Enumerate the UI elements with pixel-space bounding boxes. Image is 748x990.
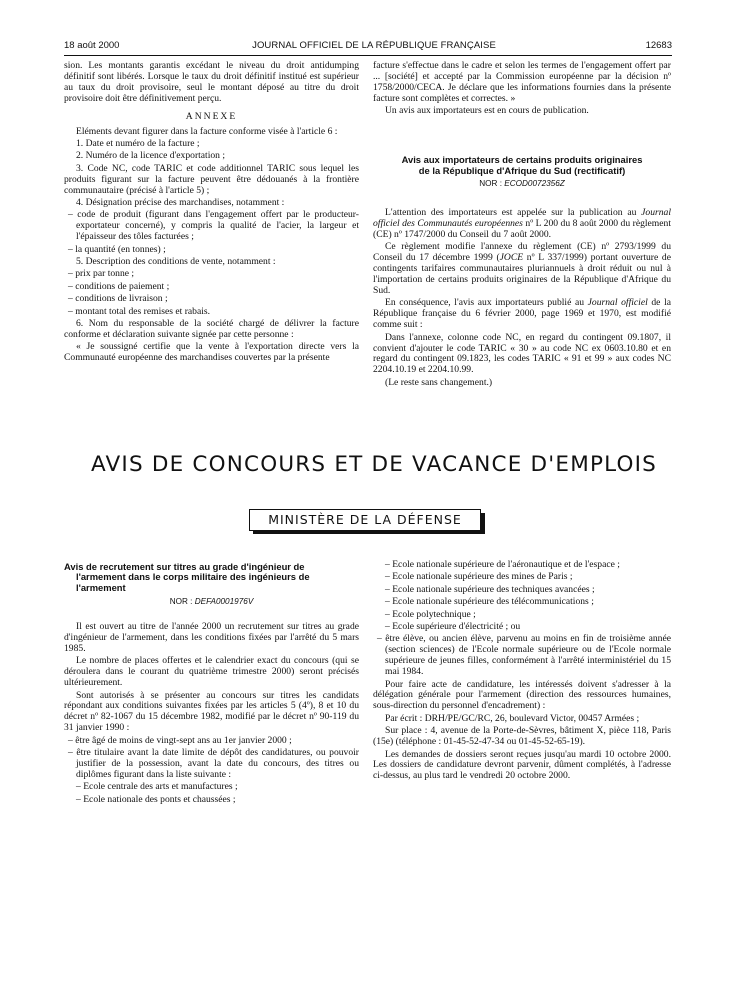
notice-nor xyxy=(373,179,671,190)
section-title: AVIS DE CONCOURS ET DE VACANCE D'EMPLOIS xyxy=(90,452,658,477)
school-4: – Ecole nationale supérieure des mines de Paris ; xyxy=(385,571,573,583)
annexe-item-3: 3. Code NC, code TARIC et code additionnel TARIC sous lequel les produits figurant sur la facture peuvent être dédouanés à la frontière communautaire (précisé à l'article 5) ; xyxy=(64,162,359,196)
annexe-item-5b: – conditions de paiement ; xyxy=(68,280,170,292)
publication-note: Un avis aux importateurs est en cours de publication. xyxy=(385,105,589,117)
header-journal-title: JOURNAL OFFICIEL DE LA RÉPUBLIQUE FRANÇAISE xyxy=(252,40,496,51)
annexe-item-6-quote: « Je soussigné certifie que la vente à l'exportation directe vers la Communauté européenne des marchandises couvertes par la présente xyxy=(64,341,359,364)
annexe-item-6: 6. Nom du responsable de la société chargé de délivrer la facture conforme et déclaration suivante signée par cette personne : xyxy=(64,318,359,340)
ministry-label: MINISTÈRE DE LA DÉFENSE xyxy=(249,509,481,531)
annexe-item-4: 4. Désignation précise des marchandises, notamment : xyxy=(76,196,285,208)
school-1: – Ecole centrale des arts et manufactures ; xyxy=(76,781,238,793)
annexe-item-4b: – la quantité (en tonnes) ; xyxy=(68,243,166,255)
column-1 xyxy=(64,61,359,366)
column-3 xyxy=(64,560,359,807)
nor-code: DEFA0001976V xyxy=(194,597,254,607)
notice-title xyxy=(373,155,671,176)
recruitment-nor xyxy=(64,597,359,608)
text-run: nº L 200 du 8 août 2000 du règlement (CE) nº 1747/2000 du Conseil du 7 août 2000. xyxy=(373,218,671,240)
school-8: – Ecole supérieure d'électricité ; ou xyxy=(385,621,521,633)
recruitment-paragraph-1: Il est ouvert au titre de l'année 2000 un recrutement sur titres au grade d'ingénieur de l'armement, dans les conditions fixées par l'arrêté du 5 mars 1985. xyxy=(64,621,359,654)
notice-title-line-2: de la République d'Afrique du Sud (rectificatif) xyxy=(418,164,626,176)
notice-title-line-1: Avis aux importateurs de certains produits originaires xyxy=(401,154,643,166)
condition-2: – être titulaire avant la date limite de dépôt des candidatures, ou pouvoir justifier de la possession, avant la date du concours, des titres ou diplômes figurant dans la liste suivante : xyxy=(68,747,359,780)
annexe-heading: ANNEXE xyxy=(185,110,238,122)
school-2: – Ecole nationale des ponts et chaussées ; xyxy=(76,793,236,805)
recruitment-title-line-2: l'armement dans le corps militaire des ingénieurs de xyxy=(76,571,310,583)
header-page-number: 12683 xyxy=(645,40,672,51)
nor-label: NOR : xyxy=(479,179,505,189)
text-run: En conséquence, l'avis aux importateurs publié au xyxy=(385,297,588,309)
recruitment-title xyxy=(64,562,359,593)
condition-1: – être âgé de moins de vingt-sept ans au 1er janvier 2000 ; xyxy=(68,734,292,746)
school-3: – Ecole nationale supérieure de l'aéronautique et de l'espace ; xyxy=(385,559,620,570)
italic-run: Journal officiel des Communautés européennes xyxy=(373,207,671,230)
text-run: L'attention des importateurs est appelée sur la publication au xyxy=(385,207,642,219)
quote-continuation: facture s'effectue dans le cadre et selon les termes de l'engagement offert par ... [société] et accepté par la Commission européenne par la décision nº 1758/2000/CECA. Je déclare que les informations fournies dans la présente facture sont complètes et correctes. » xyxy=(373,60,671,104)
italic-run: JOCE xyxy=(499,252,524,264)
column-2 xyxy=(373,61,671,390)
notice-paragraph-2 xyxy=(373,242,671,297)
notice-paragraph-4: Dans l'annexe, colonne code NC, en regard du contingent 09.1807, il convient d'ajouter le code TARIC « 30 » au code NC ex 0603.10.80 et en regard du contingent 09.1823, les codes TARIC « 91 et 99 » aux codes NC 2204.10.19 et 2204.10.99. xyxy=(373,331,671,376)
notice-paragraph-1 xyxy=(373,208,671,241)
annexe-item-5d: – montant total des remises et rabais. xyxy=(68,305,211,317)
notice-paragraph-3 xyxy=(373,298,671,331)
application-paragraph: Pour faire acte de candidature, les intéressés doivent s'adresser à la délégation générale pour l'armement (direction des ressources humaines, sous-direction du personnel d'encadrement) : xyxy=(373,678,671,712)
column-4 xyxy=(373,560,671,784)
ministry-heading xyxy=(249,509,485,534)
header-rule xyxy=(64,55,672,56)
notice-paragraph-5: (Le reste sans changement.) xyxy=(385,376,493,388)
school-6: – Ecole nationale supérieure des télécommunications ; xyxy=(385,596,594,608)
nor-label: NOR : xyxy=(169,597,195,607)
school-5: – Ecole nationale supérieure des techniques avancées ; xyxy=(385,583,595,595)
continued-paragraph: sion. Les montants garantis excédant le niveau du droit antidumping définitif sont libérés. Lorsque le taux du droit définitif institué est supérieur au taux du droit provisoire, seul le montant déposé au titre du droit provisoire doit être définitivement perçu. xyxy=(64,60,359,104)
text-run: de la République française du 6 février 2000, page 1969 et 1970, est modifié comme suit : xyxy=(373,297,671,331)
text-run: nº L 337/1999) portant ouverture de contingents tarifaires communautaires pluriannuels à droit réduit ou nul à l'importation de certains produits originaires de la République d'Afrique du Sud. xyxy=(373,252,671,296)
header-date: 18 août 2000 xyxy=(64,40,120,51)
annexe-intro: Eléments devant figurer dans la facture conforme visée à l'article 6 : xyxy=(76,125,338,137)
recruitment-paragraph-3: Sont autorisés à se présenter au concours sur titres les candidats répondant aux conditions suivantes fixées par les articles 5 (4º), 8 et 10 du décret nº 82-1067 du 15 décembre 1982, modifié par le décret nº 90-119 du 31 janvier 1990 : xyxy=(64,689,359,734)
italic-run: Journal officiel xyxy=(587,297,648,309)
annexe-item-5a: – prix par tonne ; xyxy=(68,268,135,280)
annexe-item-4a: – code de produit (figurant dans l'engagement offert par le producteur-exportateur concerné), y compris la qualité de l'acier, la largeur et l'épaisseur des tôles facturées ; xyxy=(68,209,359,243)
application-in-person: Sur place : 4, avenue de la Porte-de-Sèvres, bâtiment X, pièce 118, Paris (15e) (téléphone : 01-45-52-47-34 ou 01-45-52-65-19). xyxy=(373,725,671,748)
nor-code: ECOD0072356Z xyxy=(504,179,565,189)
annexe-item-1: 1. Date et numéro de la facture ; xyxy=(76,137,200,149)
recruitment-title-line-1: Avis de recrutement sur titres au grade d'ingénieur de xyxy=(64,561,305,572)
recruitment-title-line-3: l'armement xyxy=(76,581,126,593)
annexe-item-2: 2. Numéro de la licence d'exportation ; xyxy=(76,150,226,162)
application-by-mail: Par écrit : DRH/PE/GC/RC, 26, boulevard Victor, 00457 Armées ; xyxy=(385,712,640,724)
condition-3: – être élève, ou ancien élève, parvenu au moins en fin de troisième année (section sciences) de l'Ecole normale supérieure ou de l'Ecole normale supérieure de jeunes filles, conformément à l'arrêté interministériel du 15 mai 1984. xyxy=(377,633,671,678)
school-7: – Ecole polytechnique ; xyxy=(385,608,476,620)
annexe-item-5: 5. Description des conditions de vente, notamment : xyxy=(76,256,276,267)
text-run: Ce règlement modifie l'annexe du règlement (CE) nº 2793/1999 du Conseil du 17 décembre 1999 ( xyxy=(373,241,671,264)
application-deadline: Les demandes de dossiers seront reçues jusqu'au mardi 10 octobre 2000. Les dossiers de candidature devront parvenir, dûment complétés, à l'adresse ci-dessus, au plus tard le vendredi 20 octobre 2000. xyxy=(373,748,671,782)
recruitment-paragraph-2: Le nombre de places offertes et le calendrier exact du concours (qui se déroulera dans le courant du quatrième trimestre 2000) seront précisés ultérieurement. xyxy=(64,655,359,689)
annexe-item-5c: – conditions de livraison ; xyxy=(68,293,168,305)
